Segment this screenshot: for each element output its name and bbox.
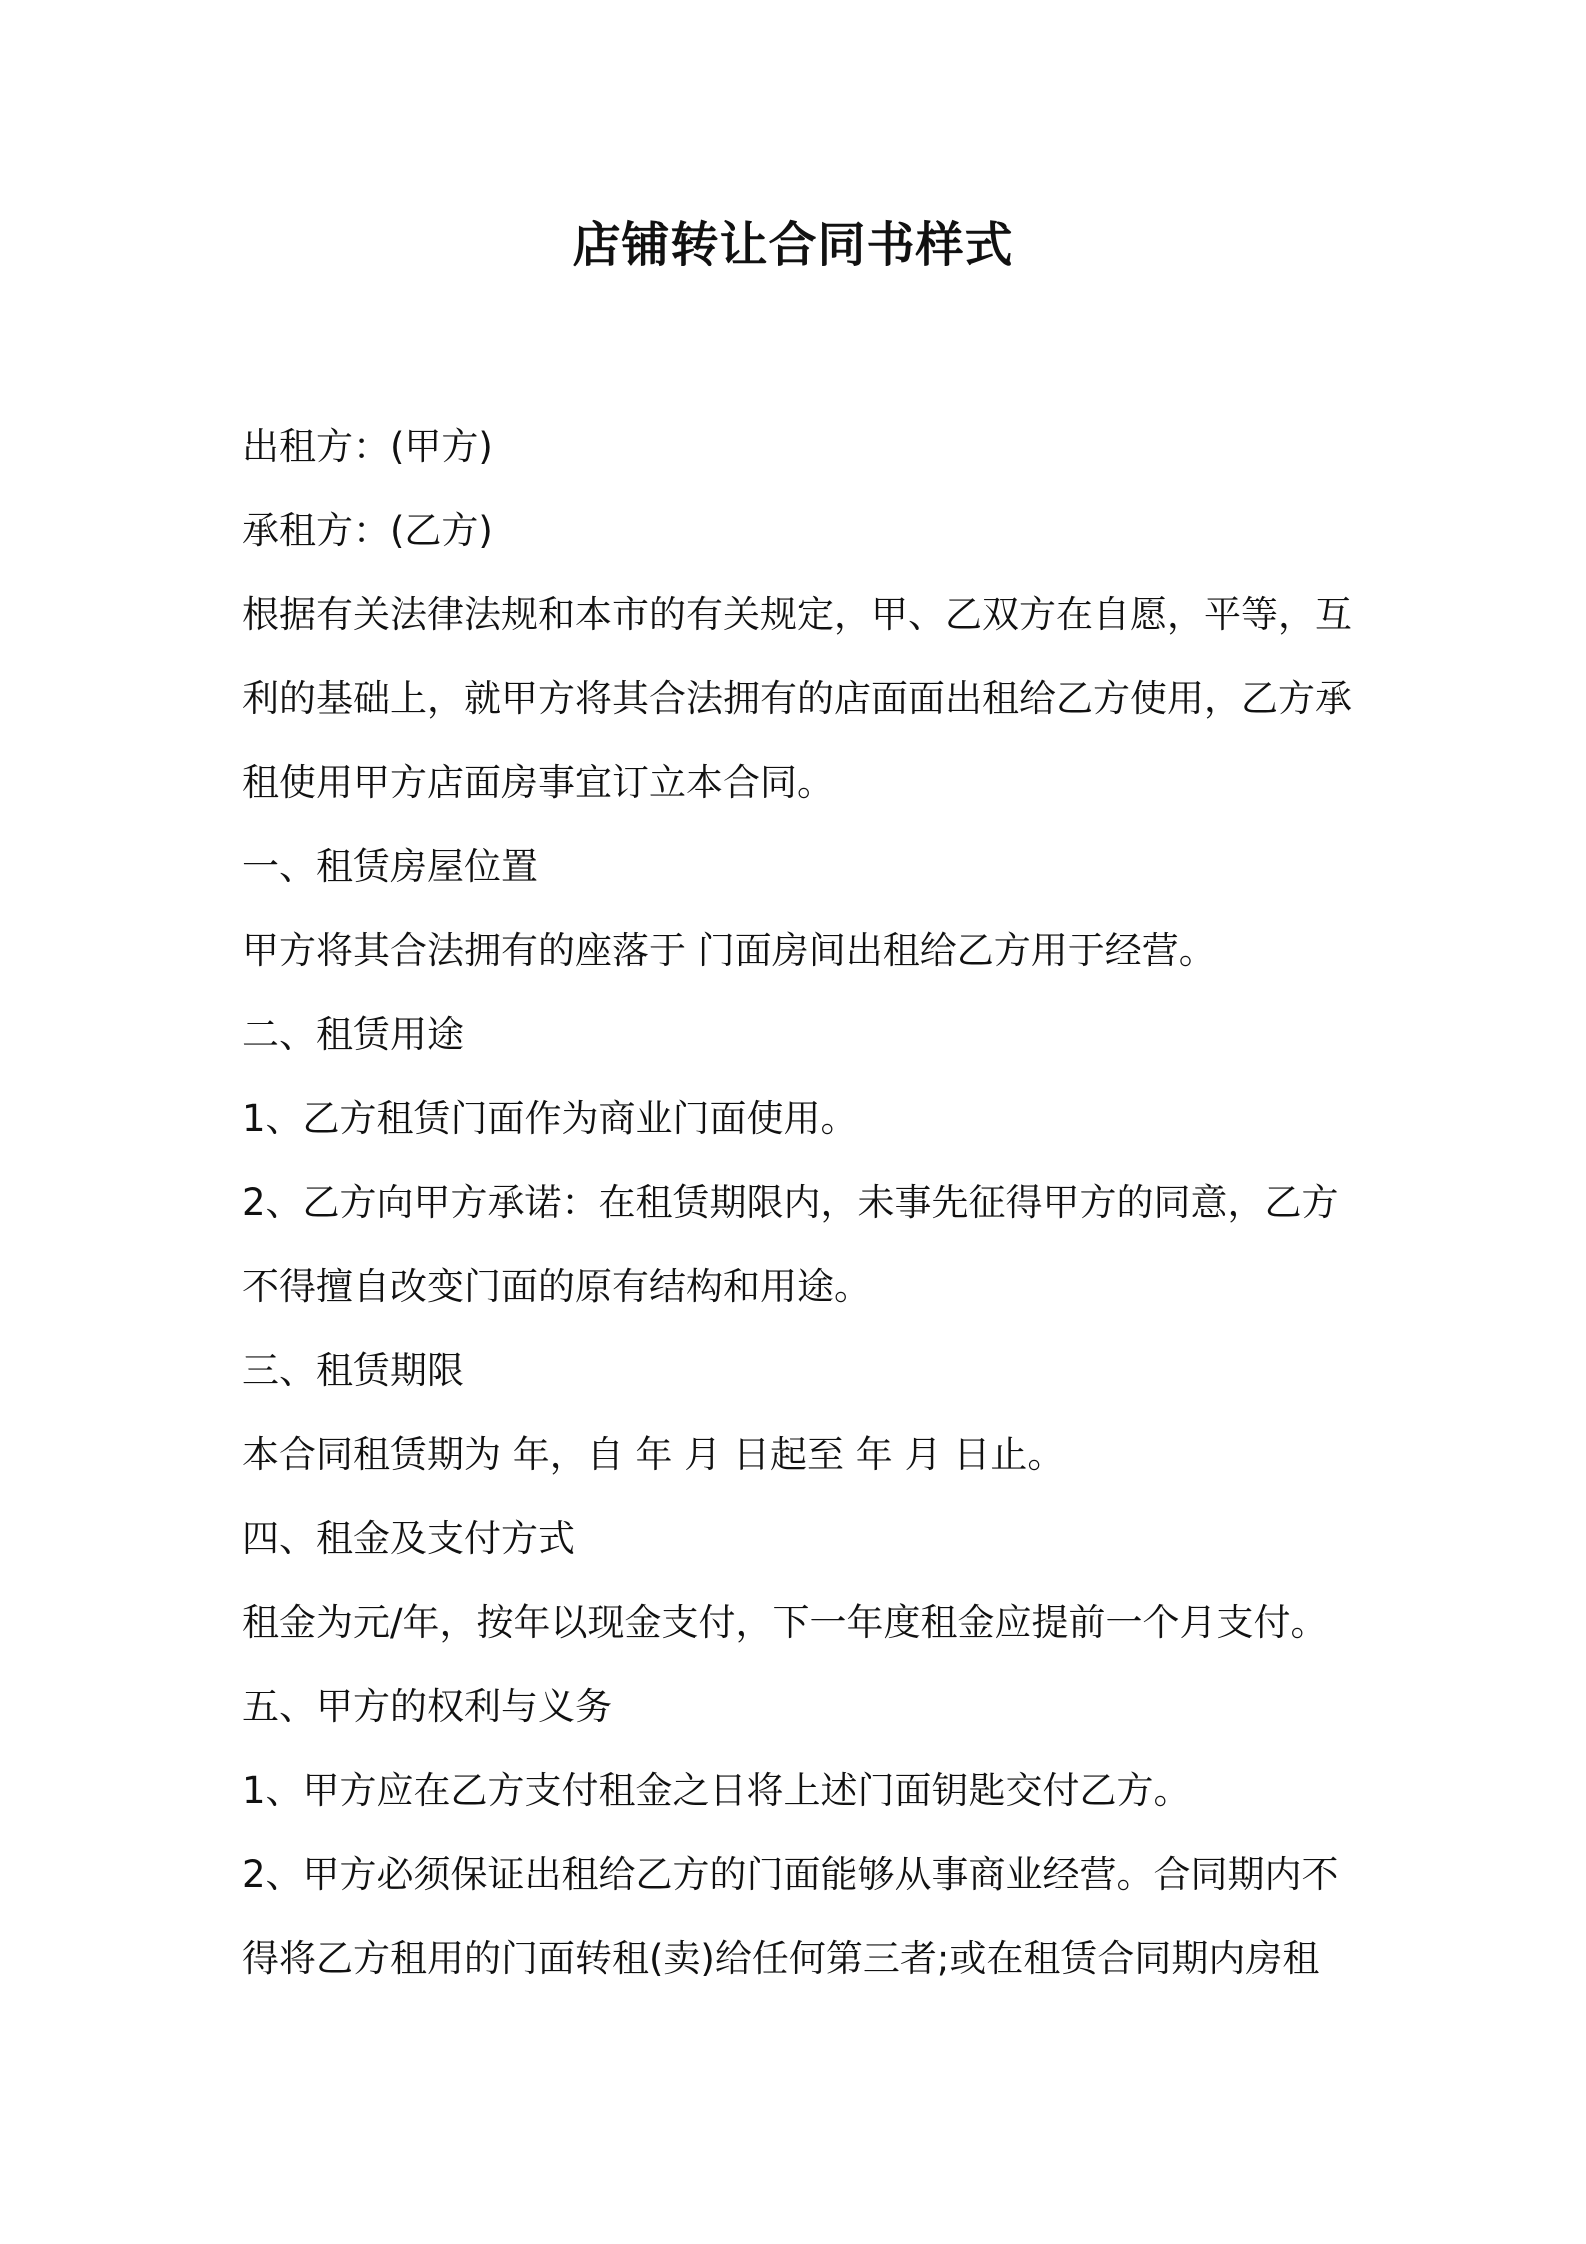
section2-item2-line: 2、乙方向甲方承诺：在租赁期限内，未事先征得甲方的同意，乙方: [242, 1181, 1339, 1224]
lessor-line: 出租方：(甲方): [242, 425, 493, 468]
section3-text: 本合同租赁期为 年，自 年 月 日起至 年 月 日止。: [242, 1433, 1065, 1476]
section5-item1: 1、甲方应在乙方支付租金之日将上述门面钥匙交付乙方。: [242, 1769, 1191, 1812]
intro-line: 租使用甲方店面房事宜订立本合同。: [242, 761, 834, 804]
intro-paragraph: [242, 573, 1357, 825]
section2-item1: 1、乙方租赁门面作为商业门面使用。: [242, 1097, 858, 1140]
section1-heading: 一、租赁房屋位置: [242, 845, 538, 888]
document-title: 店铺转让合同书样式: [572, 217, 1014, 273]
section5-item2-line: 得将乙方租用的门面转租(卖)给任何第三者;或在租赁合同期内房租: [242, 1937, 1320, 1980]
section2-heading: 二、租赁用途: [242, 1013, 464, 1056]
section3-heading: 三、租赁期限: [242, 1349, 464, 1392]
section2-item2: [242, 1161, 1357, 1329]
section5-item2-line: 2、甲方必须保证出租给乙方的门面能够从事商业经营。合同期内不: [242, 1853, 1339, 1896]
lessee-line: 承租方：(乙方): [242, 509, 493, 552]
section5-item2: [242, 1833, 1357, 2001]
section5-heading: 五、甲方的权利与义务: [242, 1685, 612, 1728]
section1-text: 甲方将其合法拥有的座落于 门面房间出租给乙方用于经营。: [242, 929, 1216, 972]
intro-line: 利的基础上，就甲方将其合法拥有的店面面出租给乙方使用，乙方承: [242, 677, 1352, 720]
section4-text: 租金为元/年，按年以现金支付，下一年度租金应提前一个月支付。: [242, 1601, 1328, 1644]
intro-line: 根据有关法律法规和本市的有关规定，甲、乙双方在自愿，平等，互: [242, 593, 1352, 636]
section4-heading: 四、租金及支付方式: [242, 1517, 575, 1560]
section2-item2-line: 不得擅自改变门面的原有结构和用途。: [242, 1265, 871, 1308]
document-body: [242, 405, 1357, 2001]
